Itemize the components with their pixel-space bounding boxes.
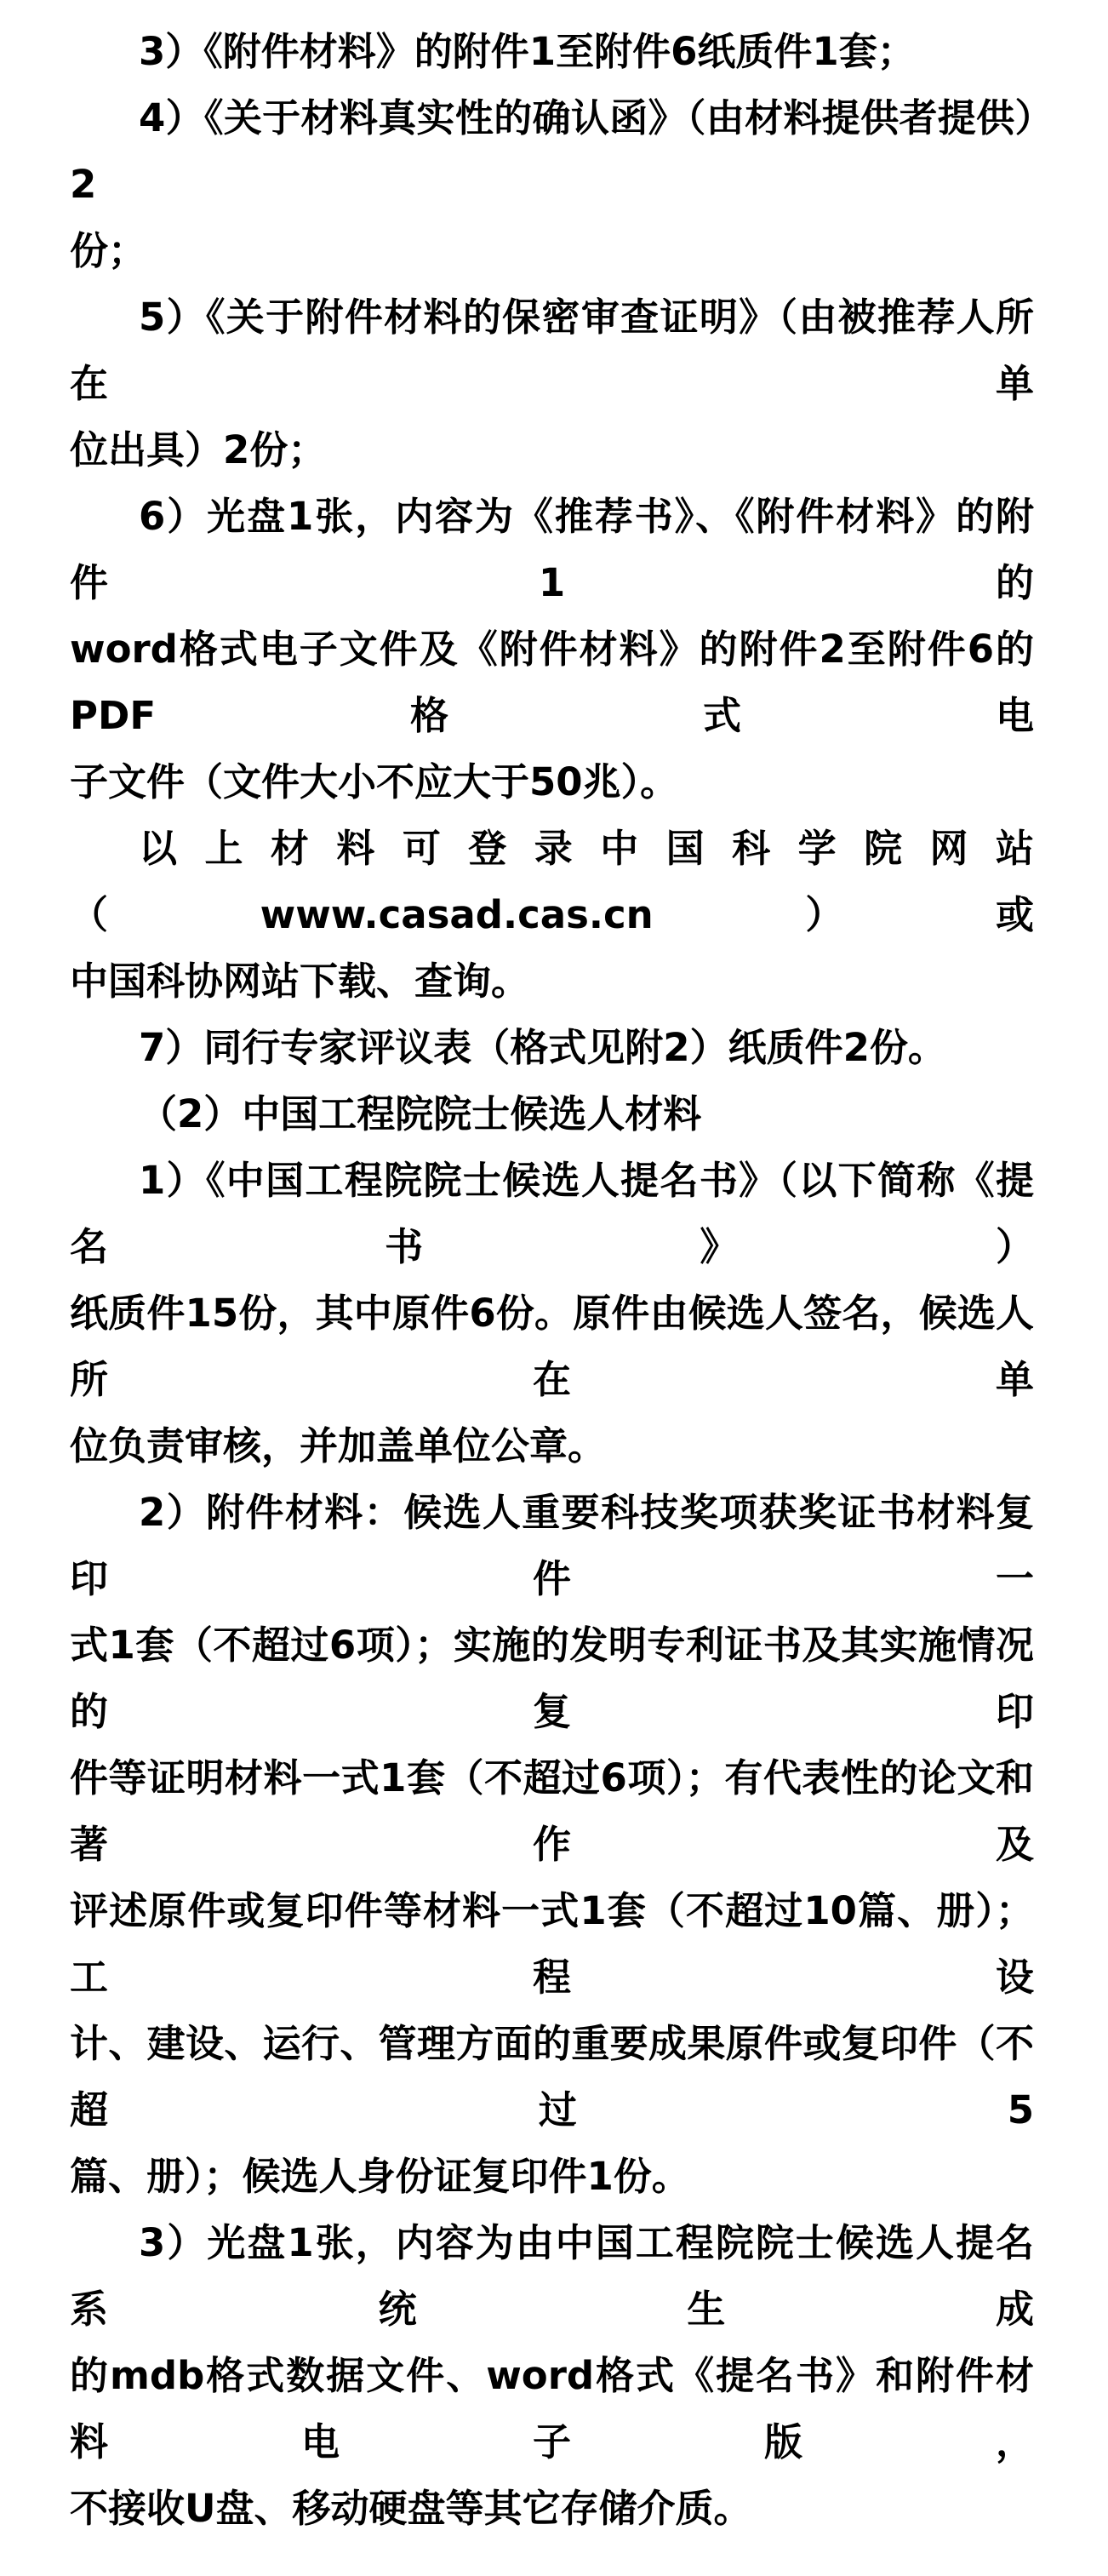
text-line: 1）《中国工程院院士候选人提名书》（以下简称《提名书》） — [70, 1158, 1034, 1269]
text-line: 份； — [70, 228, 147, 273]
text-line: 子文件（文件大小不应大于50兆）。 — [70, 759, 679, 804]
text-line: 6）光盘1张，内容为《推荐书》、《附件材料》的附件1的 — [70, 494, 1034, 605]
text-line: 位负责审核，并加盖单位公章。 — [70, 1423, 607, 1468]
text-line: 4）《关于材料真实性的确认函》（由材料提供者提供）2 — [70, 95, 1034, 207]
text-line: （2）中国工程院院士候选人材料 — [139, 1091, 702, 1136]
text-line: 中国科协网站下载、查询。 — [70, 959, 530, 1004]
text-line: word格式电子文件及《附件材料》的附件2至附件6的PDF格式电 — [70, 627, 1034, 738]
text-line: 位出具）2份； — [70, 427, 327, 472]
text-line: 纸质件15份，其中原件6份。原件由候选人签名，候选人所在单 — [70, 1291, 1034, 1402]
text-line: 评述原件或复印件等材料一式1套（不超过10篇、册）；工程设 — [70, 1888, 1034, 2000]
text-line: 7）同行专家评议表（格式见附2）纸质件2份。 — [139, 1025, 946, 1070]
text-line: 的mdb格式数据文件、word格式《提名书》和附件材料电子版， — [70, 2353, 1034, 2464]
text-line: 件等证明材料一式1套（不超过6项）；有代表性的论文和著作及 — [70, 1755, 1034, 1867]
text-line: 3）光盘1张，内容为由中国工程院院士候选人提名系统生成 — [70, 2220, 1034, 2332]
text-line: 2）附件材料：候选人重要科技奖项获奖证书材料复印件一 — [70, 1490, 1034, 1601]
text-line: 计、建设、运行、管理方面的重要成果原件或复印件（不超过5 — [70, 2021, 1034, 2132]
text-line: 以上材料可登录中国科学院网站（www.casad.cas.cn）或 — [70, 826, 1034, 937]
text-line: 5）《关于附件材料的保密审查证明》（由被推荐人所在单 — [70, 295, 1034, 406]
text-line: 篇、册）；候选人身份证复印件1份。 — [70, 2154, 690, 2199]
text-line: 式1套（不超过6项）；实施的发明专利证书及其实施情况的复印 — [70, 1623, 1034, 1734]
text-line: 3）《附件材料》的附件1至附件6纸质件1套； — [139, 29, 916, 74]
text-line: 不接收U盘、移动硬盘等其它存储介质。 — [70, 2486, 752, 2531]
